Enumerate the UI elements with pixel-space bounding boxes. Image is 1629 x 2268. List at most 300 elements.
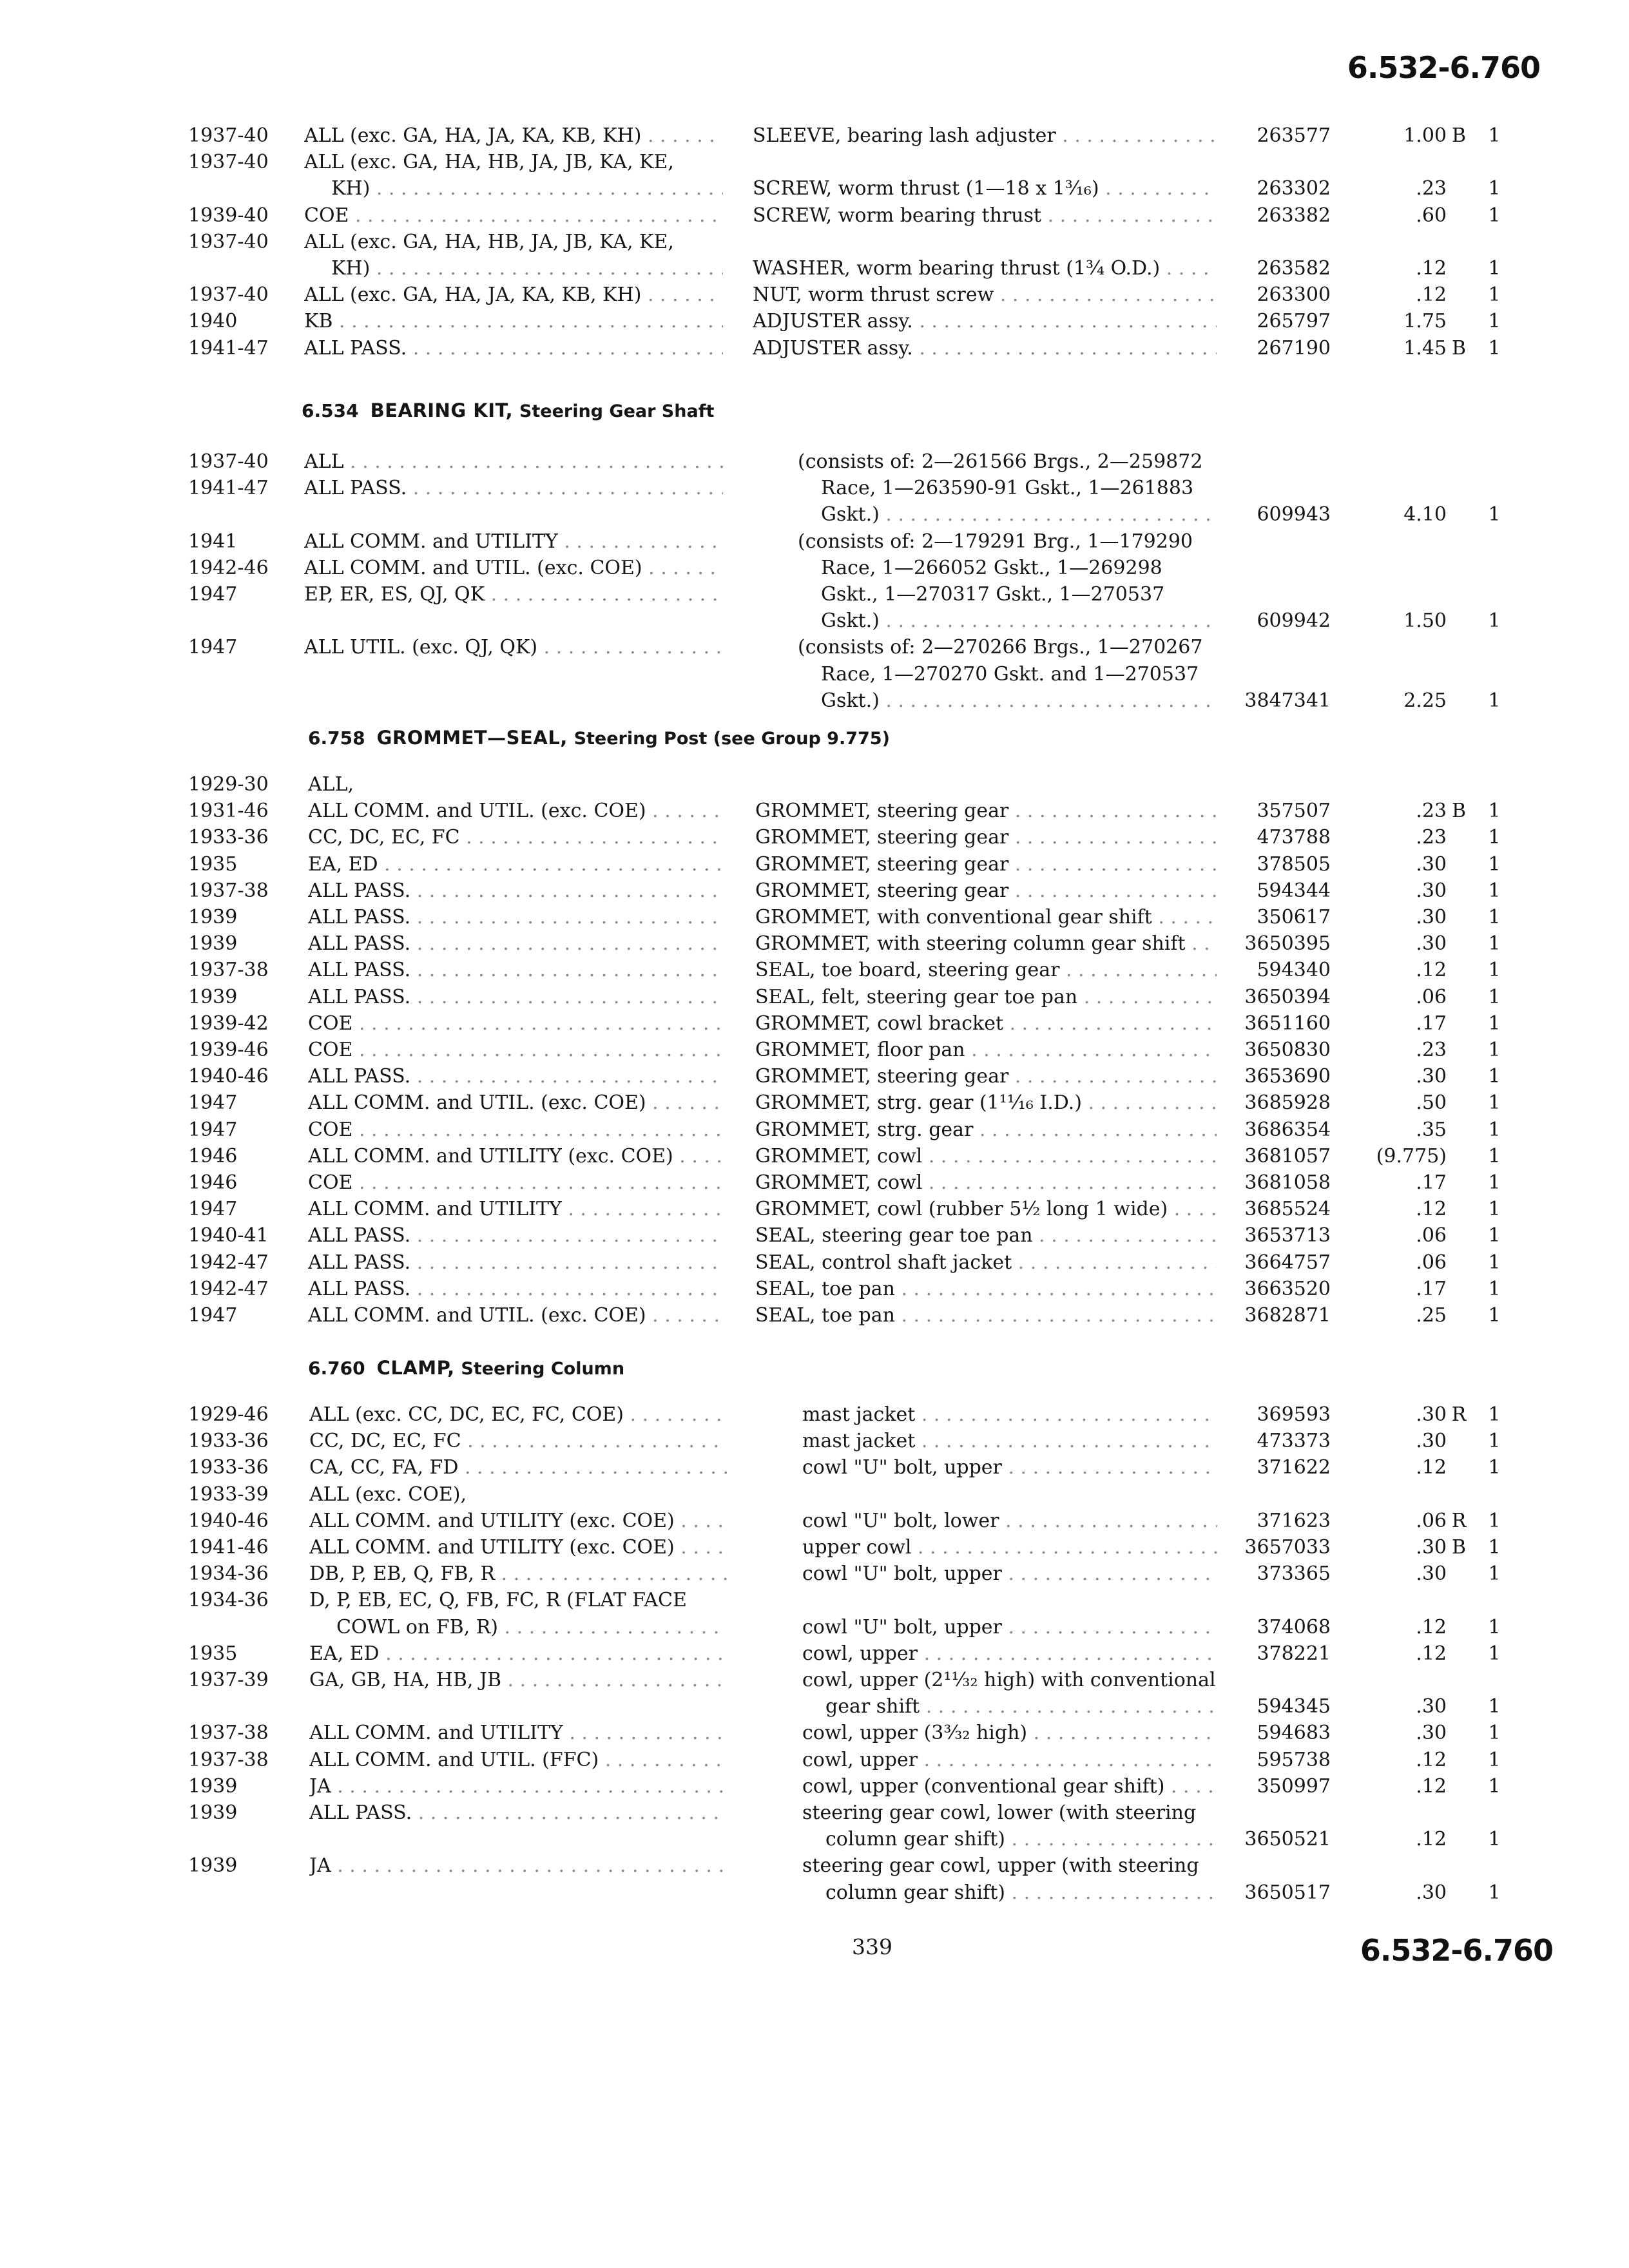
part-description: GROMMET, cowl (rubber 5¹⁄₂ long 1 wide) . . . <box>755 1196 1217 1222</box>
price-class: B <box>1451 1536 1467 1559</box>
quantity: 1 <box>1488 1722 1501 1745</box>
part-number: 263300 <box>1257 284 1331 307</box>
list-price: .12 <box>1416 1198 1447 1221</box>
part-description: GROMMET, floor pan . . . <box>755 1037 1217 1063</box>
list-price: .30 <box>1416 906 1447 928</box>
quantity: 1 <box>1488 1198 1501 1221</box>
part-description: SEAL, control shaft jacket . . . <box>755 1249 1217 1276</box>
section-title <box>308 1357 624 1379</box>
model-list: CA, CC, FA, FD . . . <box>309 1454 727 1481</box>
part-description: GROMMET, cowl . . . <box>755 1169 1217 1196</box>
part-number: 265797 <box>1257 310 1331 333</box>
model-year: 1947 <box>188 1304 238 1327</box>
model-list: EP, ER, ES, QJ, QK . . . <box>304 581 723 608</box>
part-number: 594345 <box>1257 1695 1331 1718</box>
catalog-row <box>0 149 1629 175</box>
catalog-row <box>0 122 1629 149</box>
model-year: 1939 <box>188 1854 238 1878</box>
catalog-row <box>0 1143 1629 1169</box>
quantity: 1 <box>1488 1430 1501 1453</box>
model-year: 1934-36 <box>188 1589 269 1612</box>
page-range-header: 6.532-6.760 <box>1347 50 1540 85</box>
model-list: ALL PASS. . . . <box>308 1249 726 1276</box>
part-number: 473373 <box>1257 1430 1331 1453</box>
part-description: cowl, upper (3³⁄₃₂ high) . . . <box>802 1720 1217 1746</box>
list-price: .30 <box>1416 1722 1447 1745</box>
part-description: GROMMET, steering gear . . . <box>755 1063 1217 1090</box>
catalog-row <box>0 687 1629 714</box>
model-list: ALL COMM. and UTILITY . . . <box>304 528 723 555</box>
list-price: .06 <box>1416 985 1447 1008</box>
part-description: (consists of: 2—261566 Brgs., 2—259872 <box>798 450 1203 473</box>
part-description: cowl "U" bolt, upper . . . <box>802 1561 1217 1587</box>
model-year: 1941-47 <box>188 477 269 500</box>
part-description: GROMMET, cowl . . . <box>755 1143 1217 1169</box>
part-description: Gskt.) . . . <box>821 501 1217 528</box>
section-heading: GROMMET—SEAL, <box>376 727 568 749</box>
model-year: 1947 <box>188 1091 238 1115</box>
model-list: COE . . . <box>308 1037 726 1063</box>
model-list: ALL (exc. CC, DC, EC, FC, COE) . . . <box>309 1401 727 1428</box>
list-price: .06 <box>1416 1224 1447 1247</box>
quantity: 1 <box>1488 985 1501 1008</box>
quantity: 1 <box>1488 1224 1501 1247</box>
catalog-row <box>0 175 1629 202</box>
catalog-row <box>0 1276 1629 1302</box>
page-range-footer: 6.532-6.760 <box>1360 1933 1553 1968</box>
part-description: Gskt., 1—270317 Gskt., 1—270537 <box>821 583 1165 606</box>
catalog-row <box>0 1720 1629 1746</box>
model-list: ALL (exc. GA, HA, JA, KA, KB, KH) . . . <box>304 122 723 149</box>
quantity: 1 <box>1488 1304 1501 1327</box>
model-list: EA, ED . . . <box>309 1640 727 1667</box>
part-number: 3650394 <box>1244 985 1331 1008</box>
catalog-row <box>0 851 1629 878</box>
part-description: SEAL, steering gear toe pan . . . <box>755 1222 1217 1249</box>
list-price: .30 <box>1416 1562 1447 1586</box>
list-price: .30 <box>1416 1695 1447 1718</box>
model-list: JA . . . <box>309 1773 727 1800</box>
quantity: 1 <box>1488 1536 1501 1559</box>
part-number: 594683 <box>1257 1722 1331 1745</box>
part-description: SEAL, toe pan . . . <box>755 1276 1217 1302</box>
part-description: column gear shift) . . . <box>825 1826 1217 1852</box>
model-year: 1947 <box>188 1118 238 1141</box>
quantity: 1 <box>1488 204 1501 227</box>
section-title <box>302 399 714 421</box>
model-year: 1940-41 <box>188 1224 269 1247</box>
model-year: 1939 <box>188 906 238 928</box>
section-number: 6.760 <box>308 1358 365 1379</box>
page-number: 339 <box>852 1934 892 1959</box>
model-list: ALL PASS. . . . <box>308 930 726 957</box>
quantity: 1 <box>1488 1118 1501 1141</box>
catalog-row <box>0 229 1629 255</box>
part-description: cowl, upper . . . <box>802 1747 1217 1773</box>
model-list: GA, GB, HA, HB, JB . . . <box>309 1667 727 1693</box>
catalog-row <box>0 255 1629 282</box>
part-description: cowl "U" bolt, lower . . . <box>802 1508 1217 1534</box>
model-list: KB . . . <box>304 308 723 334</box>
model-year: 1934-36 <box>188 1562 269 1586</box>
part-description: cowl "U" bolt, upper . . . <box>802 1614 1217 1640</box>
part-description: WASHER, worm bearing thrust (1³⁄₄ O.D.) . . . <box>753 255 1217 282</box>
catalog-row <box>0 581 1629 608</box>
model-year: 1941-46 <box>188 1536 269 1559</box>
part-description: GROMMET, steering gear . . . <box>755 878 1217 904</box>
model-year: 1935 <box>188 1642 238 1665</box>
part-description: GROMMET, cowl bracket . . . <box>755 1010 1217 1037</box>
section-heading: BEARING KIT, <box>370 399 514 421</box>
catalog-row <box>0 1747 1629 1773</box>
model-year: 1939 <box>188 1774 238 1798</box>
list-price: .23 <box>1416 177 1447 200</box>
model-year: 1947 <box>188 636 238 659</box>
model-list: ALL, <box>308 773 354 796</box>
quantity: 1 <box>1488 906 1501 928</box>
quantity: 1 <box>1488 1251 1501 1274</box>
model-year: 1937-38 <box>188 959 269 982</box>
model-year: 1937-40 <box>188 124 269 147</box>
list-price: .30 <box>1416 1881 1447 1904</box>
catalog-row <box>0 202 1629 229</box>
model-year: 1937-40 <box>188 284 269 307</box>
list-price: (9.775) <box>1376 1144 1447 1168</box>
quantity: 1 <box>1488 1509 1501 1532</box>
catalog-row <box>0 930 1629 957</box>
model-year: 1939 <box>188 985 238 1008</box>
list-price: .06 <box>1416 1251 1447 1274</box>
list-price: .12 <box>1416 257 1447 280</box>
catalog-row <box>0 1561 1629 1587</box>
model-year: 1940-46 <box>188 1065 269 1088</box>
part-description: ADJUSTER assy. . . . <box>753 308 1217 334</box>
part-number: 3650395 <box>1244 932 1331 956</box>
model-list: DB, P, EB, Q, FB, R . . . <box>309 1561 727 1587</box>
quantity: 1 <box>1488 1562 1501 1586</box>
model-list: CC, DC, EC, FC . . . <box>309 1428 727 1454</box>
quantity: 1 <box>1488 959 1501 982</box>
catalog-row <box>0 1302 1629 1329</box>
catalog-row <box>0 1826 1629 1852</box>
model-list: EA, ED . . . <box>308 851 726 878</box>
list-price: .35 <box>1416 1118 1447 1141</box>
quantity: 1 <box>1488 689 1501 712</box>
model-year: 1939 <box>188 1802 238 1824</box>
section-title <box>308 727 890 749</box>
model-list: ALL (exc. COE), <box>309 1483 467 1506</box>
model-list: ALL COMM. and UTIL. (FFC) . . . <box>309 1747 727 1773</box>
model-year: 1935 <box>188 852 238 876</box>
list-price: .50 <box>1416 1091 1447 1115</box>
model-year: 1937-38 <box>188 1748 269 1771</box>
quantity: 1 <box>1488 932 1501 956</box>
section-number: 6.534 <box>302 400 359 421</box>
model-list: COE . . . <box>308 1169 726 1196</box>
list-price: 1.00 <box>1403 124 1447 147</box>
part-number: 3650521 <box>1244 1828 1331 1851</box>
list-price: .23 <box>1416 1039 1447 1061</box>
part-description: Gskt.) . . . <box>821 687 1217 714</box>
quantity: 1 <box>1488 1456 1501 1479</box>
catalog-row <box>0 1773 1629 1800</box>
quantity: 1 <box>1488 1642 1501 1665</box>
section-heading: CLAMP, <box>376 1357 455 1379</box>
model-year: 1933-36 <box>188 1430 269 1453</box>
model-year: 1937-40 <box>188 151 269 174</box>
catalog-row <box>0 1667 1629 1693</box>
part-number: 3686354 <box>1244 1118 1331 1141</box>
part-description: Race, 1—266052 Gskt., 1—269298 <box>821 556 1162 579</box>
quantity: 1 <box>1488 1065 1501 1088</box>
part-description: SEAL, felt, steering gear toe pan . . . <box>755 984 1217 1010</box>
list-price: 1.50 <box>1403 610 1447 633</box>
catalog-row <box>0 501 1629 528</box>
quantity: 1 <box>1488 1748 1501 1771</box>
catalog-row <box>0 1428 1629 1454</box>
model-list: ALL PASS. . . . <box>308 1063 726 1090</box>
part-description: steering gear cowl, upper (with steering <box>802 1854 1199 1878</box>
part-number: 378221 <box>1257 1642 1331 1665</box>
quantity: 1 <box>1488 879 1501 902</box>
quantity: 1 <box>1488 1171 1501 1194</box>
model-year: 1942-46 <box>188 556 269 579</box>
list-price: .25 <box>1416 1304 1447 1327</box>
model-year: 1937-40 <box>188 450 269 473</box>
model-year: 1941-47 <box>188 336 269 360</box>
part-number: 357507 <box>1257 800 1331 823</box>
model-list: JA . . . <box>309 1852 727 1879</box>
model-year: 1946 <box>188 1171 238 1194</box>
model-year: 1947 <box>188 583 238 606</box>
list-price: .30 <box>1416 1403 1447 1426</box>
part-description: SEAL, toe pan . . . <box>755 1302 1217 1329</box>
model-list: ALL PASS. . . . <box>304 335 723 361</box>
catalog-row <box>0 1037 1629 1063</box>
model-list: COE . . . <box>304 202 723 229</box>
part-description: GROMMET, strg. gear . . . <box>755 1117 1217 1143</box>
part-description: GROMMET, with steering column gear shift . . . <box>755 930 1217 957</box>
section-number: 6.758 <box>308 727 365 749</box>
catalog-row <box>0 475 1629 501</box>
part-number: 609943 <box>1257 503 1331 526</box>
catalog-row <box>0 904 1629 930</box>
catalog-row <box>0 335 1629 361</box>
part-description: GROMMET, steering gear . . . <box>755 824 1217 850</box>
list-price: .30 <box>1416 932 1447 956</box>
catalog-row <box>0 1401 1629 1428</box>
quantity: 1 <box>1488 1012 1501 1035</box>
model-list: COE . . . <box>308 1010 726 1037</box>
quantity: 1 <box>1488 1695 1501 1718</box>
model-year: 1937-40 <box>188 230 269 253</box>
part-number: 3663520 <box>1244 1277 1331 1300</box>
part-number: 3650517 <box>1244 1881 1331 1904</box>
model-list: ALL COMM. and UTIL. (exc. COE) . . . <box>308 1302 726 1329</box>
catalog-row <box>0 1010 1629 1037</box>
part-description: upper cowl . . . <box>802 1534 1217 1561</box>
model-year: 1933-39 <box>188 1483 269 1506</box>
catalog-row <box>0 282 1629 308</box>
model-list: ALL UTIL. (exc. QJ, QK) . . . <box>304 634 723 660</box>
list-price: .23 <box>1416 826 1447 849</box>
catalog-row <box>0 1508 1629 1534</box>
quantity: 1 <box>1488 1277 1501 1300</box>
part-number: 263382 <box>1257 204 1331 227</box>
list-price: .30 <box>1416 1430 1447 1453</box>
part-number: 371622 <box>1257 1456 1331 1479</box>
part-description: GROMMET, steering gear . . . <box>755 851 1217 878</box>
list-price: .17 <box>1416 1171 1447 1194</box>
part-description: GROMMET, steering gear . . . <box>755 798 1217 824</box>
catalog-row <box>0 984 1629 1010</box>
model-list: ALL . . . <box>304 448 723 475</box>
model-list: ALL COMM. and UTIL. (exc. COE) . . . <box>304 555 723 581</box>
model-list: ALL PASS. . . . <box>309 1800 727 1826</box>
list-price: .30 <box>1416 852 1447 876</box>
catalog-row <box>0 661 1629 687</box>
catalog-row <box>0 448 1629 475</box>
part-description: SCREW, worm thrust (1—18 x 1³⁄₁₆) . . . <box>753 175 1217 202</box>
model-list: ALL PASS. . . . <box>304 475 723 501</box>
catalog-row <box>0 1222 1629 1249</box>
part-description: cowl "U" bolt, upper . . . <box>802 1454 1217 1481</box>
model-list: ALL PASS. . . . <box>308 904 726 930</box>
model-list: ALL PASS. . . . <box>308 984 726 1010</box>
part-description: (consists of: 2—179291 Brg., 1—179290 <box>798 530 1193 553</box>
catalog-row <box>0 1169 1629 1196</box>
quantity: 1 <box>1488 1774 1501 1798</box>
quantity: 1 <box>1488 852 1501 876</box>
catalog-row <box>0 555 1629 581</box>
model-list: ALL COMM. and UTILITY . . . <box>308 1196 726 1222</box>
part-number: 3847341 <box>1244 689 1331 712</box>
model-year: 1937-39 <box>188 1669 269 1691</box>
section-subheading: Steering Column <box>461 1359 625 1379</box>
part-number: 594344 <box>1257 879 1331 902</box>
quantity: 1 <box>1488 1615 1501 1639</box>
list-price: .17 <box>1416 1277 1447 1300</box>
list-price: .17 <box>1416 1012 1447 1035</box>
catalog-row <box>0 528 1629 555</box>
model-year: 1931-46 <box>188 800 269 823</box>
part-description: mast jacket . . . <box>802 1428 1217 1454</box>
model-year: 1947 <box>188 1198 238 1221</box>
model-list: ALL PASS. . . . <box>308 957 726 983</box>
part-number: 263302 <box>1257 177 1331 200</box>
part-number: 3653690 <box>1244 1065 1331 1088</box>
part-number: 374068 <box>1257 1615 1331 1639</box>
quantity: 1 <box>1488 336 1501 360</box>
catalog-row <box>0 1614 1629 1640</box>
part-description: SCREW, worm bearing thrust . . . <box>753 202 1217 229</box>
price-class: R <box>1451 1403 1467 1426</box>
quantity: 1 <box>1488 503 1501 526</box>
model-list: ALL (exc. GA, HA, JA, KA, KB, KH) . . . <box>304 282 723 308</box>
quantity: 1 <box>1488 1403 1501 1426</box>
list-price: .30 <box>1416 1536 1447 1559</box>
part-number: 373365 <box>1257 1562 1331 1586</box>
model-list: CC, DC, EC, FC . . . <box>308 824 726 850</box>
model-year: 1933-36 <box>188 1456 269 1479</box>
part-number: 3651160 <box>1244 1012 1331 1035</box>
catalog-row <box>0 1879 1629 1906</box>
part-number: 473788 <box>1257 826 1331 849</box>
model-year: 1939-40 <box>188 204 269 227</box>
model-year: 1939 <box>188 932 238 956</box>
catalog-row <box>0 1063 1629 1090</box>
part-description: ADJUSTER assy. . . . <box>753 335 1217 361</box>
part-number: 3685928 <box>1244 1091 1331 1115</box>
section-subheading: Steering Post (see Group 9.775) <box>574 729 890 749</box>
part-description: column gear shift) . . . <box>825 1879 1217 1906</box>
model-year: 1933-36 <box>188 826 269 849</box>
catalog-row <box>0 1852 1629 1879</box>
quantity: 1 <box>1488 1144 1501 1168</box>
quantity: 1 <box>1488 1039 1501 1061</box>
part-description: steering gear cowl, lower (with steering <box>802 1802 1197 1824</box>
catalog-row <box>0 1454 1629 1481</box>
list-price: .30 <box>1416 1065 1447 1088</box>
part-description: cowl, upper . . . <box>802 1640 1217 1667</box>
quantity: 1 <box>1488 124 1501 147</box>
list-price: .60 <box>1416 204 1447 227</box>
part-number: 263582 <box>1257 257 1331 280</box>
list-price: 2.25 <box>1403 689 1447 712</box>
catalog-row <box>0 1693 1629 1720</box>
list-price: 4.10 <box>1403 503 1447 526</box>
model-list: ALL PASS. . . . <box>308 1222 726 1249</box>
model-list: ALL (exc. GA, HA, HB, JA, JB, KA, KE, <box>304 230 674 253</box>
catalog-row <box>0 1800 1629 1826</box>
list-price: .12 <box>1416 1642 1447 1665</box>
model-list: ALL COMM. and UTILITY (exc. COE) . . . <box>309 1508 727 1534</box>
part-number: 378505 <box>1257 852 1331 876</box>
model-year: 1939-42 <box>188 1012 269 1035</box>
model-year: 1940 <box>188 310 238 333</box>
catalog-row <box>0 1640 1629 1667</box>
part-number: 369593 <box>1257 1403 1331 1426</box>
price-class: B <box>1451 336 1467 360</box>
model-list: ALL (exc. GA, HA, HB, JA, JB, KA, KE, <box>304 151 674 174</box>
part-number: 350617 <box>1257 906 1331 928</box>
model-year: 1946 <box>188 1144 238 1168</box>
part-number: 350997 <box>1257 1774 1331 1798</box>
model-list: KH) . . . <box>331 255 723 282</box>
quantity: 1 <box>1488 177 1501 200</box>
list-price: 1.45 <box>1403 336 1447 360</box>
part-number: 3681057 <box>1244 1144 1331 1168</box>
catalog-row <box>0 1196 1629 1222</box>
model-list: ALL COMM. and UTILITY (exc. COE) . . . <box>309 1534 727 1561</box>
part-description: (consists of: 2—270266 Brgs., 1—270267 <box>798 636 1203 659</box>
model-list: COWL on FB, R) . . . <box>336 1614 727 1640</box>
catalog-row <box>0 1090 1629 1116</box>
list-price: .12 <box>1416 284 1447 307</box>
catalog-row <box>0 634 1629 660</box>
price-class: B <box>1451 800 1467 823</box>
list-price: .12 <box>1416 1774 1447 1798</box>
list-price: .12 <box>1416 1828 1447 1851</box>
part-number: 3664757 <box>1244 1251 1331 1274</box>
model-year: 1941 <box>188 530 238 553</box>
catalog-row <box>0 1534 1629 1561</box>
catalog-row <box>0 878 1629 904</box>
model-year: 1942-47 <box>188 1251 269 1274</box>
catalog-row <box>0 1481 1629 1508</box>
list-price: .30 <box>1416 879 1447 902</box>
part-number: 371623 <box>1257 1509 1331 1532</box>
